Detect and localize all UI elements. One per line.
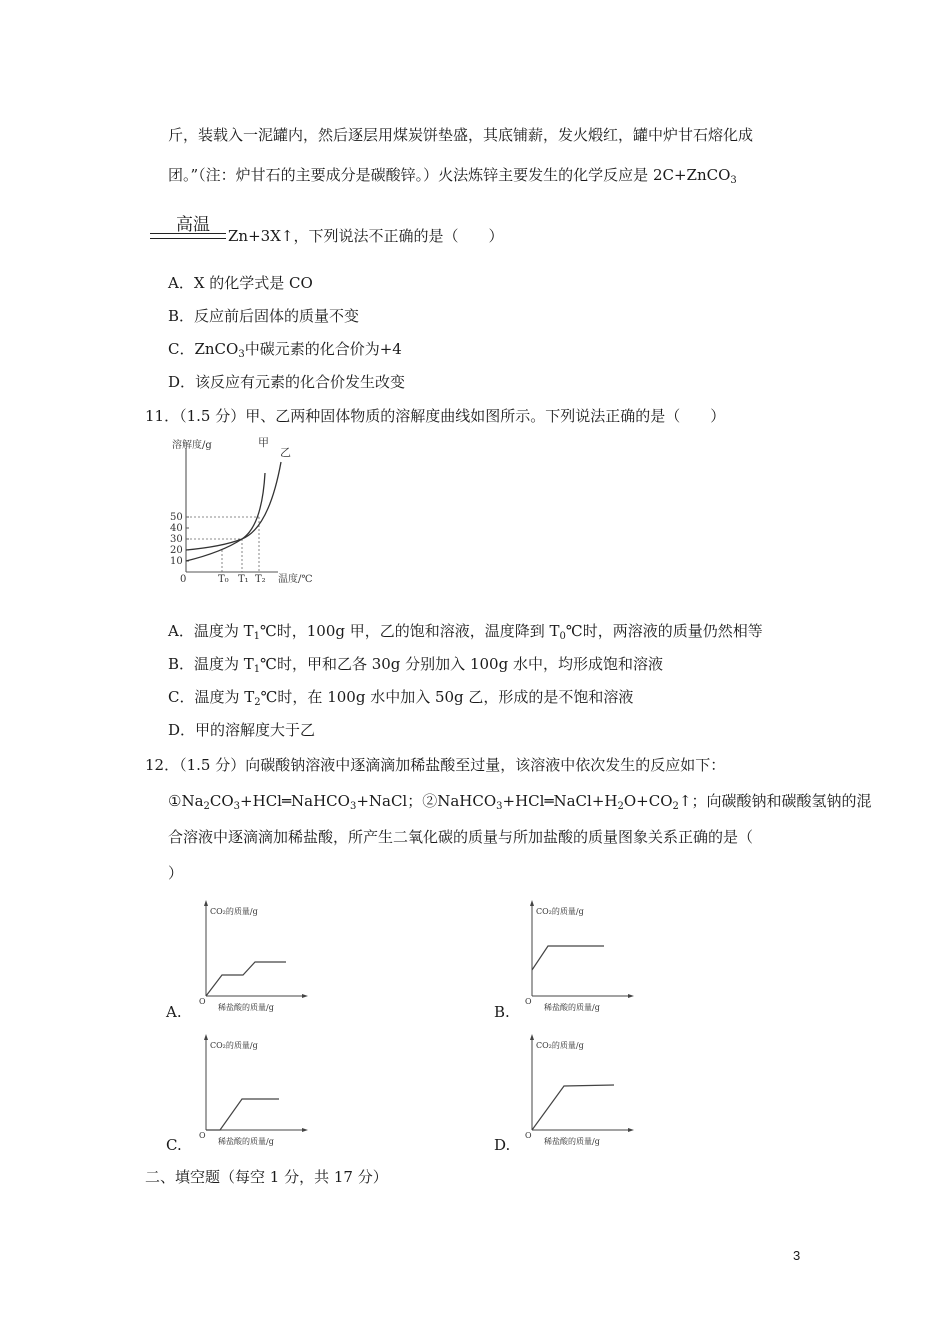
graph-c-origin: O [199, 1131, 206, 1140]
q11-option-b: B．温度为 $T_1℃$时，甲和乙各 30g 分别加入 100g 水中，均形成饱和溶液 [168, 655, 663, 675]
graph-b [522, 896, 642, 1021]
graph-d-curve [532, 1085, 614, 1130]
curve-jia [186, 473, 265, 561]
graph-a-ylabel: CO₂的质量/g [210, 907, 258, 916]
ytick-label: 30 [170, 534, 183, 545]
graph-c-label: C. [166, 1136, 182, 1154]
xtick-t1: T₁ [238, 574, 249, 585]
graph-c-curve [206, 1099, 279, 1130]
reaction-condition: 高温 [176, 215, 210, 235]
graph-b-ylabel: CO₂的质量/g [536, 907, 584, 916]
q12-equations: $①Na_2CO_3+HCl═NaHCO_3+NaCl$；$②NaHCO_3+HCl═NaCl+H_2O+CO_2↑$；向碳酸钠和碳酸氢钠的混 [168, 792, 872, 812]
solubility-origin: 0 [180, 574, 187, 585]
q10-line2: 团。”（注：炉甘石的主要成分是碳酸锌。）火法炼锌主要发生的化学反应是 2C+ZnCO$_3$ [168, 166, 737, 186]
graph-b-xlabel: 稀盐酸的质量/g [544, 1003, 600, 1012]
q12-line3: 合溶液中逐滴滴加稀盐酸，所产生二氧化碳的质量与所加盐酸的质量图象关系正确的是（ [168, 828, 754, 846]
ytick-label: 10 [170, 556, 183, 567]
q10-option-b: B．反应前后固体的质量不变 [168, 307, 360, 325]
curve-yi [186, 462, 281, 550]
q10-line3: Zn+3X↑，下列说法不正确的是（ ） [228, 227, 504, 245]
section-heading: 二、填空题（每空 1 分，共 17 分） [145, 1168, 388, 1186]
graph-a [196, 896, 316, 1021]
label-jia: 甲 [258, 436, 269, 449]
graph-d-ylabel: CO₂的质量/g [536, 1041, 584, 1050]
graph-d-xlabel: 稀盐酸的质量/g [544, 1137, 600, 1146]
q10-option-c: C．ZnCO$_3$中碳元素的化合价为+4 [168, 340, 402, 360]
ytick-label: 20 [170, 545, 183, 556]
q11-option-d: D．甲的溶解度大于乙 [168, 721, 316, 739]
ytick-label: 40 [170, 523, 183, 534]
q10-option-d: D．该反应有元素的化合价发生改变 [168, 373, 406, 391]
label-yi: 乙 [280, 446, 291, 459]
graph-c [196, 1030, 316, 1155]
graph-b-label: B. [494, 1003, 510, 1021]
reaction-equals-sign [150, 233, 226, 239]
page-number: 3 [793, 1248, 801, 1263]
solubility-chart [160, 434, 340, 586]
graph-d [522, 1030, 642, 1155]
q10-line1: 斤，装载入一泥罐内，然后逐层用煤炭饼垫盛，其底铺薪，发火煅红，罐中炉甘石熔化成 [168, 126, 754, 144]
graph-d-label: D. [494, 1136, 511, 1154]
q11-option-c: C．温度为 $T_2℃$时，在 100g 水中加入 50g 乙，形成的是不饱和溶液 [168, 688, 634, 708]
graph-b-curve [532, 946, 604, 970]
solubility-ylabel: 溶解度/g [172, 440, 212, 451]
graph-d-origin: O [525, 1131, 532, 1140]
graph-a-origin: O [199, 997, 206, 1006]
q12-stem: 12．（1.5 分）向碳酸钠溶液中逐滴滴加稀盐酸至过量，该溶液中依次发生的反应如下： [145, 756, 726, 774]
q12-line4: ） [168, 864, 184, 882]
ytick-label: 50 [170, 512, 183, 523]
xtick-t2: T₂ [255, 574, 266, 585]
graph-b-origin: O [525, 997, 532, 1006]
graph-a-xlabel: 稀盐酸的质量/g [218, 1003, 274, 1012]
xtick-t0: T₀ [218, 574, 229, 585]
graph-c-xlabel: 稀盐酸的质量/g [218, 1137, 274, 1146]
graph-c-ylabel: CO₂的质量/g [210, 1041, 258, 1050]
q11-option-a: A．温度为 $T_1℃$时，100g 甲，乙的饱和溶液，温度降到 $T_0℃$时，两溶液的质量仍然相等 [168, 622, 763, 642]
solubility-xlabel: 温度/℃ [278, 574, 313, 585]
q11-stem: 11．（1.5 分）甲、乙两种固体物质的溶解度曲线如图所示。下列说法正确的是（ ） [145, 407, 726, 425]
q10-option-a: A．X 的化学式是 CO [168, 274, 313, 292]
graph-a-label: A. [166, 1003, 182, 1021]
graph-a-curve [206, 962, 286, 996]
